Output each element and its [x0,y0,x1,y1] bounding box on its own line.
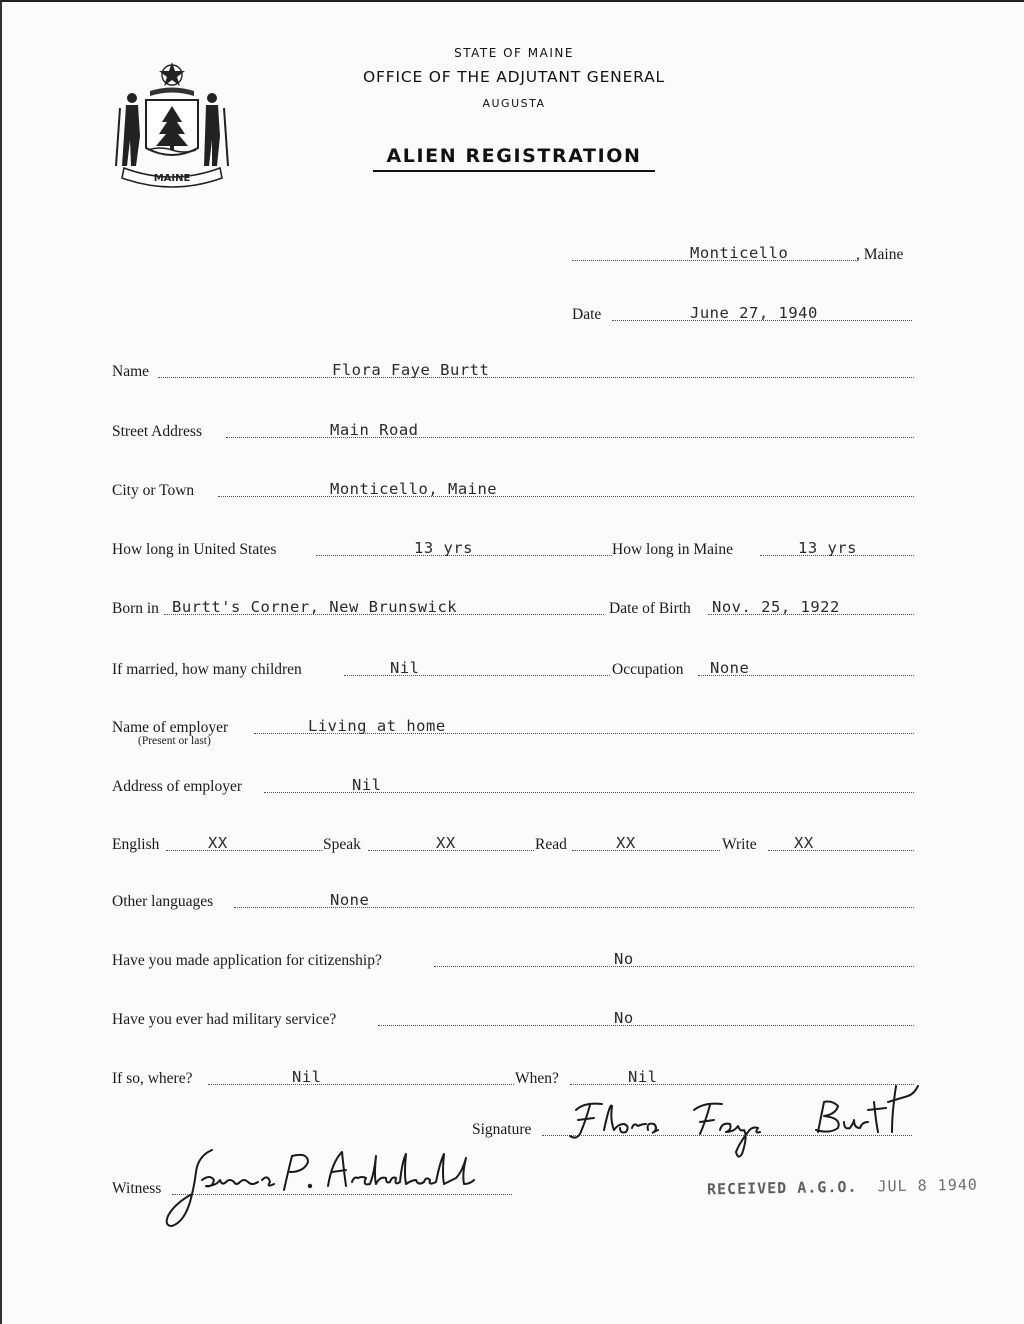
header-city: AUGUSTA [482,97,546,110]
place-value: Monticello [690,244,789,262]
name-label: Name [112,363,150,380]
long-maine-value: 13 yrs [798,539,857,557]
other-lang-row [112,887,914,911]
employer-address-row [112,772,914,796]
english-value: XX [208,834,228,852]
citizenship-label: Have you made application for citizenship? [112,952,382,969]
long-us-label: How long in United States [112,541,277,558]
speak-label: Speak [323,836,361,853]
name-row [112,357,914,381]
state-seal-icon [110,58,234,188]
military-label: Have you ever had military service? [112,1011,337,1028]
place-row [572,240,917,264]
military-value: No [614,1009,634,1027]
city-value: Monticello, Maine [330,480,498,498]
street-label: Street Address [112,423,202,440]
residence-row [112,535,914,559]
write-label: Write [722,836,757,853]
date-row [572,300,914,324]
when-value: Nil [628,1068,658,1086]
header-state: STATE OF MAINE [454,46,574,60]
other-lang-label: Other languages [112,893,214,910]
english-label: English [112,836,160,853]
city-row [112,476,914,500]
where-label: If so, where? [112,1070,193,1087]
other-lang-value: None [330,891,370,909]
read-label: Read [535,836,567,853]
form-title: ALIEN REGISTRATION [386,145,642,167]
seal-banner-text: MAINE [153,173,191,184]
witness-label: Witness [112,1180,162,1197]
street-row [112,417,914,441]
signature-label: Signature [472,1121,532,1138]
write-value: XX [794,834,814,852]
date-value: June 27, 1940 [690,304,818,322]
children-label: If married, how many children [112,661,302,678]
employer-address-label: Address of employer [112,778,242,795]
stamp-date: JUL 8 1940 [877,1175,978,1196]
city-label: City or Town [112,482,195,499]
place-suffix: , Maine [856,246,904,263]
employer-row [112,713,914,737]
occupation-label: Occupation [612,661,684,678]
military-row [112,1005,914,1029]
speak-value: XX [436,834,456,852]
english-row [112,830,914,854]
occupation-value: None [710,659,750,677]
signature-handwriting [562,1072,932,1162]
street-value: Main Road [330,421,419,439]
name-value: Flora Faye Burtt [332,361,490,379]
children-row [112,655,914,679]
long-us-value: 13 yrs [414,539,473,557]
employer-sublabel: (Present or last) [138,735,211,747]
stamp-received: RECEIVED A.G.O. [706,1177,858,1199]
long-maine-label: How long in Maine [612,541,733,558]
citizenship-row [112,946,914,970]
where-value: Nil [292,1068,322,1086]
children-value: Nil [390,659,420,677]
birth-row [112,594,914,618]
dob-label: Date of Birth [609,600,691,617]
received-stamp [707,1176,978,1199]
employer-label: Name of employer [112,719,229,736]
dob-value: Nov. 25, 1922 [712,598,840,616]
born-in-value: Burtt's Corner, New Brunswick [172,598,458,616]
when-label: When? [515,1070,559,1087]
title-underline [373,170,655,172]
born-in-label: Born in [112,600,159,617]
date-label: Date [572,306,602,323]
citizenship-value: No [614,950,634,968]
read-value: XX [616,834,636,852]
employer-address-value: Nil [352,776,382,794]
header-office: OFFICE OF THE ADJUTANT GENERAL [363,68,665,86]
witness-handwriting [162,1142,522,1232]
employer-value: Living at home [308,717,446,735]
